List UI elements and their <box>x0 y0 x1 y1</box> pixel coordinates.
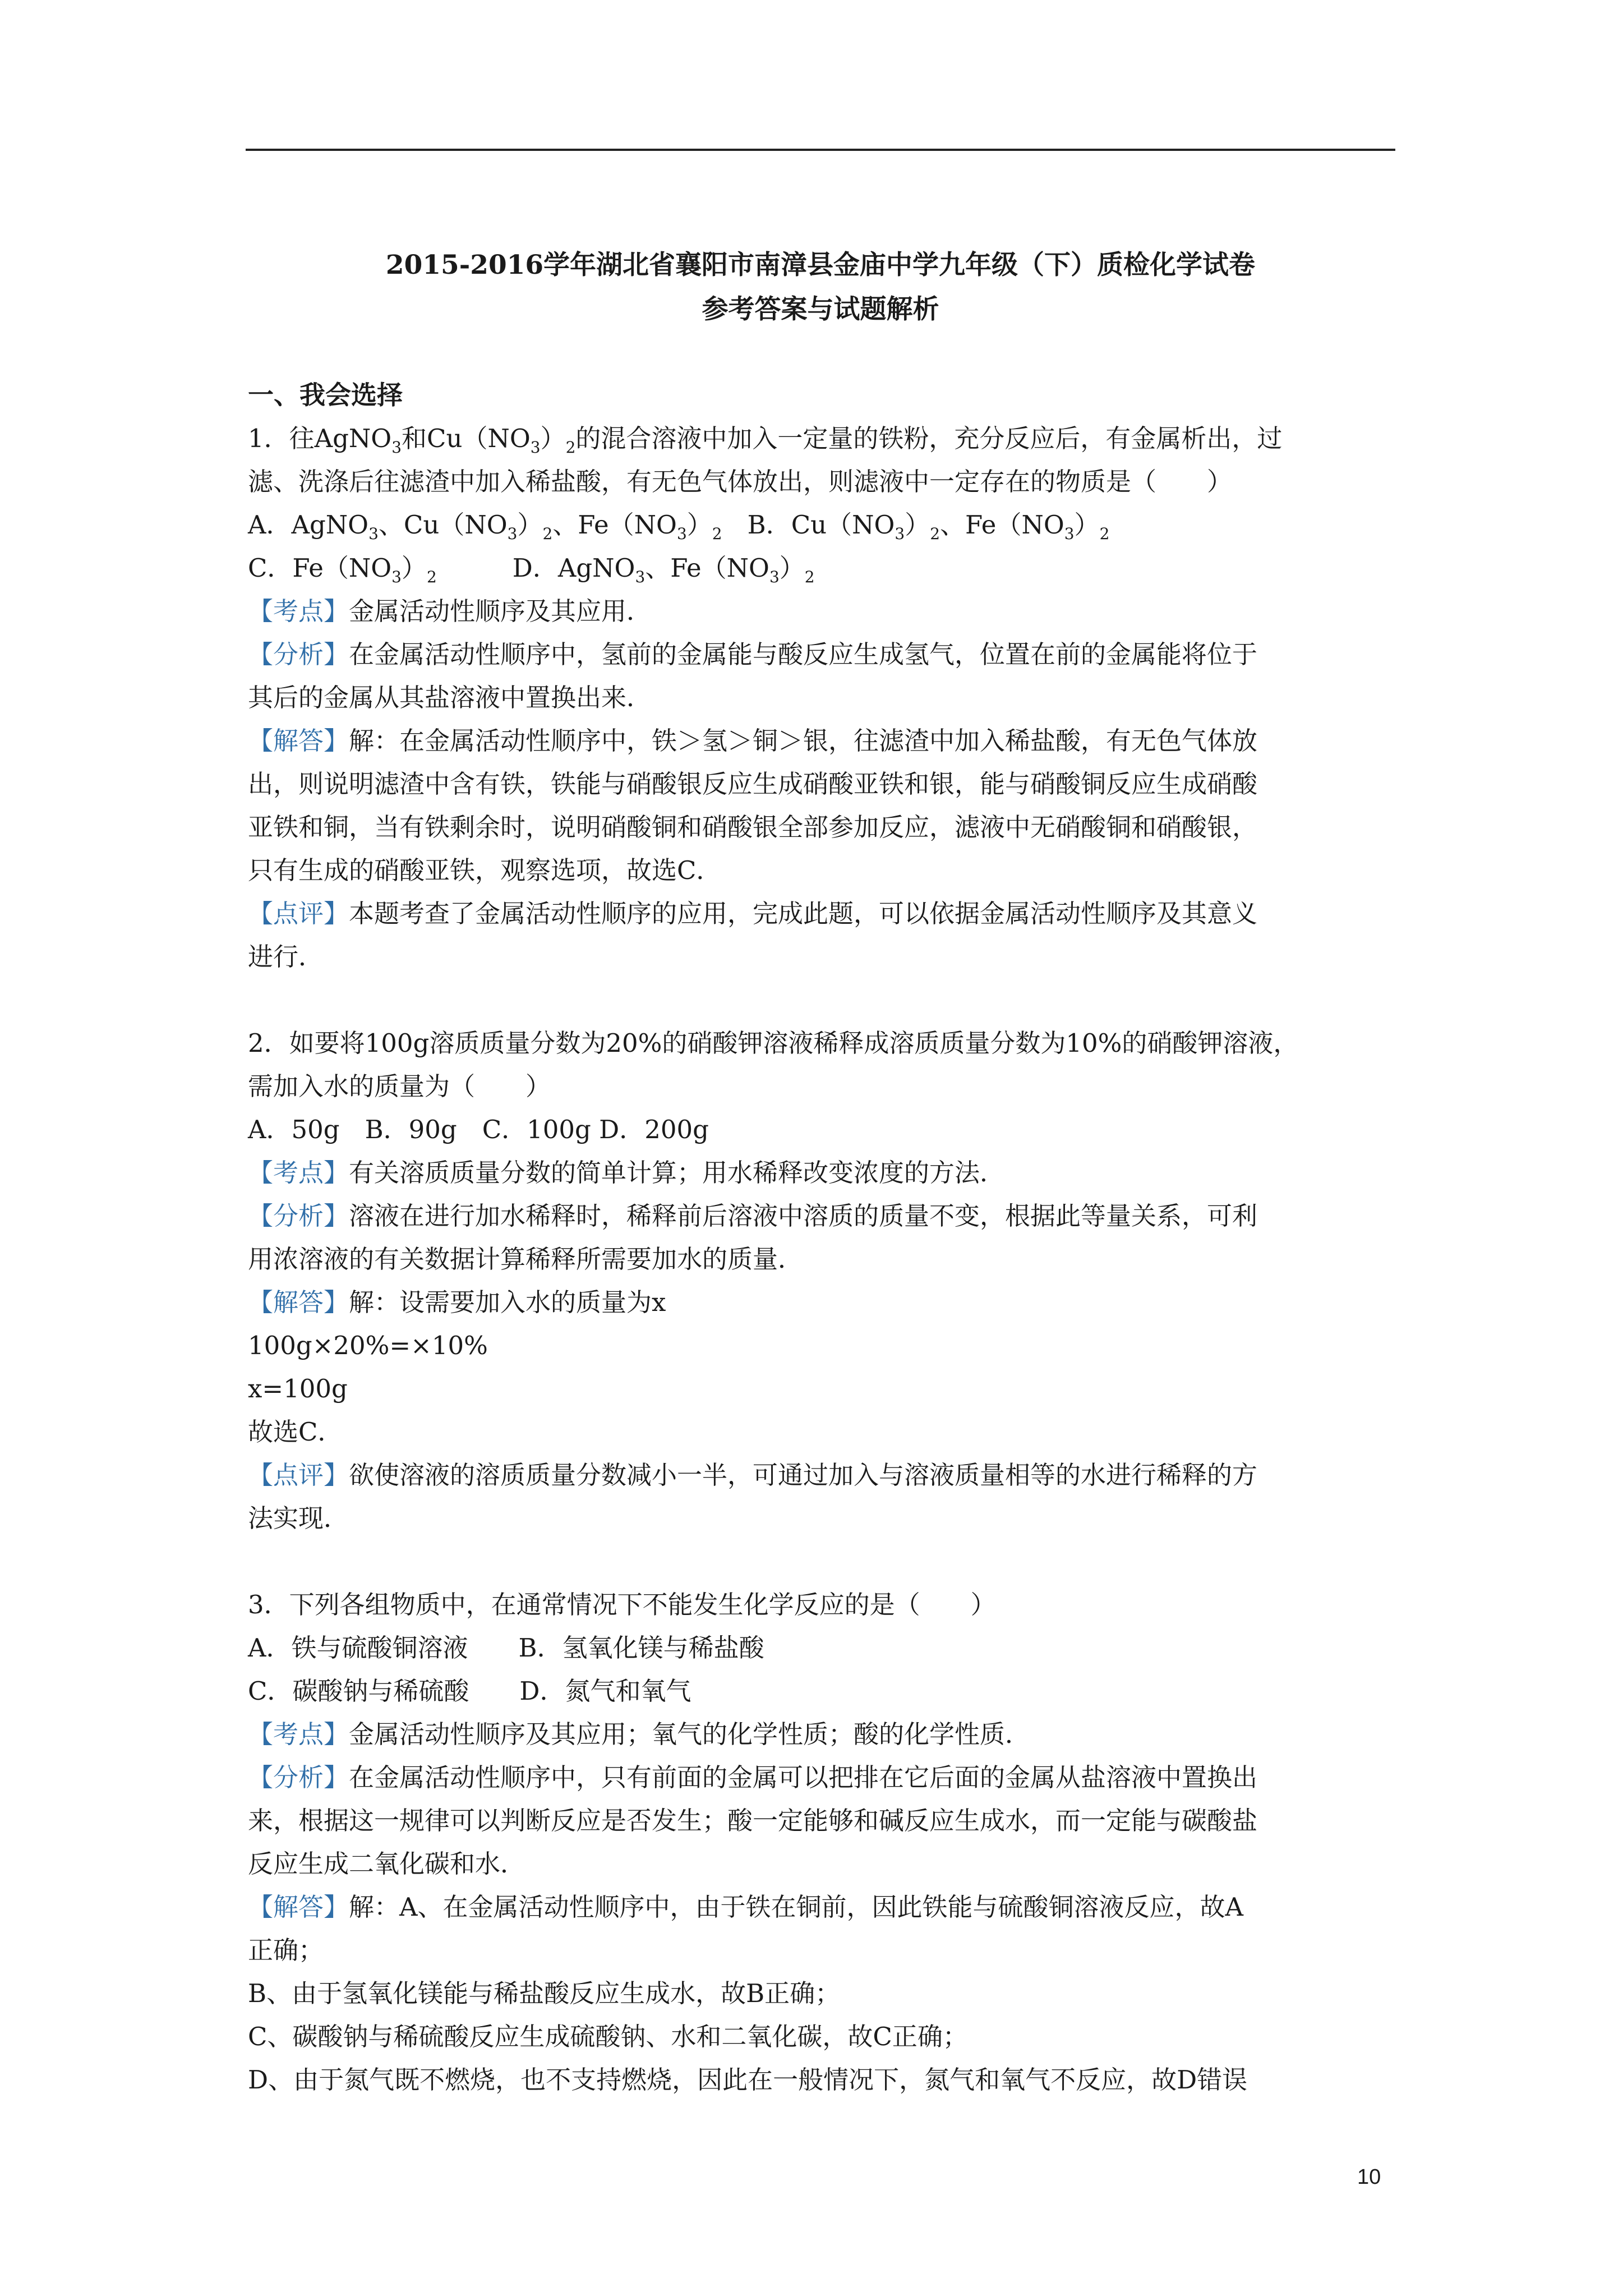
q2-dianping: 【点评】欲使溶液的溶质质量分数减小一半，可通过加入与溶液质量相等的水进行稀释的方 <box>248 1460 1258 1490</box>
jieda-label: 【解答】 <box>248 1892 349 1922</box>
q1-dianping-cont: 进行． <box>248 942 324 972</box>
page-number: 10 <box>1357 2165 1381 2189</box>
document-title: 2015-2016学年湖北省襄阳市南漳县金庙中学九年级（下）质检化学试卷 <box>385 250 1256 280</box>
q1-kaodian: 【考点】金属活动性顺序及其应用． <box>248 596 652 626</box>
jieda-label: 【解答】 <box>248 1287 349 1317</box>
q1-jieda: 【解答】解：在金属活动性顺序中，铁＞氢＞铜＞银，往滤渣中加入稀盐酸，有无色气体放 <box>248 726 1258 756</box>
q3-jieda-cont-4: D、由于氮气既不燃烧，也不支持燃烧，因此在一般情况下，氮气和氧气不反应，故D错误 <box>248 2065 1248 2095</box>
q3-kaodian: 【考点】金属活动性顺序及其应用；氧气的化学性质；酸的化学性质． <box>248 1719 1031 1749</box>
q2-calc-2: x=100g <box>248 1374 348 1404</box>
q1-dianping: 【点评】本题考查了金属活动性顺序的应用，完成此题，可以依据金属活动性顺序及其意义 <box>248 899 1258 928</box>
document-body <box>248 374 1398 2101</box>
q2-fenxi-cont: 用浓溶液的有关数据计算稀释所需要加水的质量． <box>248 1244 804 1274</box>
q1-fenxi: 【分析】在金属活动性顺序中，氢前的金属能与酸反应生成氢气，位置在前的金属能将位于 <box>248 639 1258 669</box>
q3-stem: 3．下列各组物质中，在通常情况下不能发生化学反应的是（ ） <box>248 1590 996 1619</box>
q3-fenxi-cont-1: 来，根据这一规律可以判断反应是否发生；酸一定能够和碱反应生成水，而一定能与碳酸盐 <box>248 1806 1258 1835</box>
kaodian-label: 【考点】 <box>248 596 349 626</box>
q2-fenxi: 【分析】溶液在进行加水稀释时，稀释前后溶液中溶质的质量不变，根据此等量关系，可利 <box>248 1201 1258 1231</box>
fenxi-label: 【分析】 <box>248 639 349 669</box>
fenxi-label: 【分析】 <box>248 1763 349 1792</box>
kaodian-label: 【考点】 <box>248 1719 349 1749</box>
q2-calc-1: 100g×20%=×10% <box>248 1331 488 1360</box>
q2-calc-3: 故选C． <box>248 1417 343 1447</box>
q3-jieda-cont-2: B、由于氢氧化镁能与稀盐酸反应生成水，故B正确； <box>248 1978 841 2008</box>
q3-jieda-cont-1: 正确； <box>248 1935 324 1965</box>
q1-options-cd: C．$Fe(NO_3)_2$ D．AgNO$_3$、$Fe(NO_3)_2$ <box>248 553 815 586</box>
q1-jieda-cont-1: 出，则说明滤渣中含有铁，铁能与硝酸银反应生成硝酸亚铁和银，能与硝酸铜反应生成硝酸 <box>248 769 1258 799</box>
dianping-label: 【点评】 <box>248 1460 349 1490</box>
q2-stem-line-1: 2．如要将100g溶质质量分数为20%的硝酸钾溶液稀释成溶质质量分数为10%的硝酸钾溶液， <box>248 1028 1299 1058</box>
q1-fenxi-cont: 其后的金属从其盐溶液中置换出来． <box>248 683 652 712</box>
q3-jieda-cont-3: C、碳酸钠与稀硫酸反应生成硫酸钠、水和二氧化碳，故C正确； <box>248 2022 968 2051</box>
q1-options-ab: A．AgNO$_3$、$Cu(NO_3)_2$、$Fe(NO_3)_2$ B．$Cu(NO_3)_2$、$Fe(NO_3)_2$ <box>248 510 1110 543</box>
q2-jieda: 【解答】解：设需要加入水的质量为x <box>248 1287 666 1317</box>
q2-dianping-cont: 法实现． <box>248 1503 349 1533</box>
section-heading: 一、我会选择 <box>248 380 403 410</box>
q3-fenxi-cont-2: 反应生成二氧化碳和水． <box>248 1849 526 1879</box>
q3-options-cd: C．碳酸钠与稀硫酸 D．氮气和氧气 <box>248 1676 691 1706</box>
q3-fenxi: 【分析】在金属活动性顺序中，只有前面的金属可以把排在它后面的金属从盐溶液中置换出 <box>248 1763 1258 1792</box>
q3-jieda: 【解答】解：A、在金属活动性顺序中，由于铁在铜前，因此铁能与硫酸铜溶液反应，故A <box>248 1892 1244 1922</box>
q1-jieda-cont-3: 只有生成的硝酸亚铁，观察选项，故选C． <box>248 855 722 885</box>
q1-jieda-cont-2: 亚铁和铜，当有铁剩余时，说明硝酸铜和硝酸银全部参加反应，滤液中无硝酸铜和硝酸银， <box>248 812 1258 842</box>
q3-options-ab: A．铁与硫酸铜溶液 B．氢氧化镁与稀盐酸 <box>248 1633 764 1663</box>
dianping-label: 【点评】 <box>248 899 349 928</box>
jieda-label: 【解答】 <box>248 726 349 756</box>
q2-kaodian: 【考点】有关溶质质量分数的简单计算；用水稀释改变浓度的方法． <box>248 1158 1006 1188</box>
fenxi-label: 【分析】 <box>248 1201 349 1231</box>
header-rule <box>246 149 1395 151</box>
q1-stem-line-1: 1．往AgNO$_3$和$Cu(NO_3)_2$的混合溶液中加入一定量的铁粉，充分反应后，有金属析出，过 <box>248 424 1283 457</box>
q2-stem-line-2: 需加入水的质量为（ ） <box>248 1071 551 1101</box>
document-subtitle: 参考答案与试题解析 <box>702 294 939 325</box>
q1-stem-line-2: 滤、洗涤后往滤渣中加入稀盐酸，有无色气体放出，则滤液中一定存在的物质是（ ） <box>248 467 1233 496</box>
q2-options: A．50g B．90g C．100g D．200g <box>248 1115 709 1144</box>
kaodian-label: 【考点】 <box>248 1158 349 1188</box>
